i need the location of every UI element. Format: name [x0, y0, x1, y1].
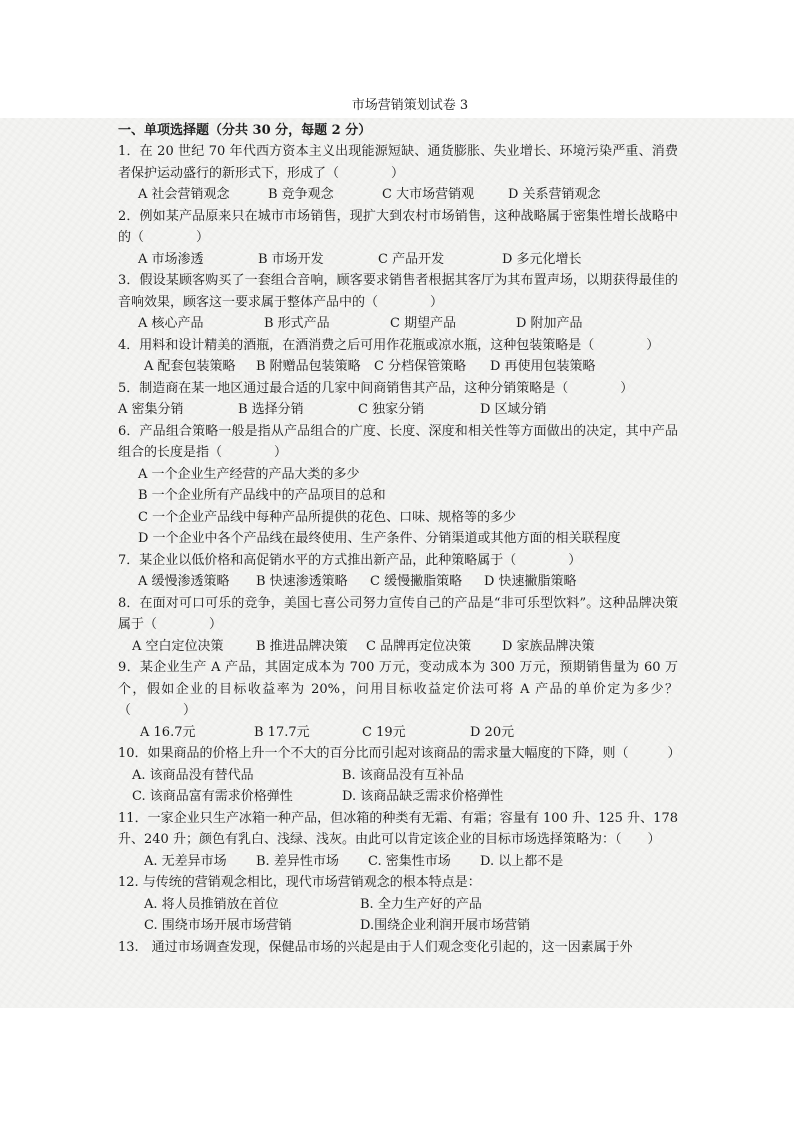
- options-row: [118, 915, 678, 937]
- question-1: [118, 141, 678, 206]
- question-8: [118, 593, 678, 658]
- question-stem: 7．某企业以低价格和高促销水平的方式推出新产品，此种策略属于（ ）: [118, 552, 582, 568]
- option-d: D 20元: [470, 724, 515, 740]
- option-a: A. 该商品没有替代品: [132, 767, 254, 783]
- option-b: B. 全力生产好的产品: [360, 896, 482, 912]
- options-row: [118, 399, 678, 421]
- question-4: [118, 335, 678, 378]
- option-b: B 市场开发: [258, 251, 324, 267]
- option-b: B 选择分销: [238, 402, 304, 417]
- option-a: A 密集分销: [118, 402, 184, 417]
- option-c: C 产品开发: [378, 251, 445, 267]
- option-c: C 缓慢撇脂策略: [370, 574, 463, 589]
- question-5: [118, 378, 678, 421]
- option-d: D.围绕企业利润开展市场营销: [360, 918, 531, 933]
- question-13: [118, 937, 678, 959]
- options-row: [118, 313, 678, 335]
- option-a: A 市场渗透: [138, 251, 204, 267]
- question-6: [118, 421, 678, 550]
- option-d: D 附加产品: [516, 316, 583, 331]
- option-d: D. 该商品缺乏需求价格弹性: [342, 789, 504, 804]
- option-b: B 竞争观念: [268, 187, 334, 202]
- option-b: B. 该商品没有互补品: [342, 767, 464, 783]
- options-row: [118, 786, 678, 808]
- options-row: [118, 356, 678, 378]
- question-stem: 5．制造商在某一地区通过最合适的几家中间商销售其产品，这种分销策略是（ ）: [118, 380, 634, 396]
- question-10: [118, 743, 681, 808]
- question-stem: 3．假设某顾客购买了一套组合音响，顾客要求销售者根据其客厅为其布置声场，以期获得最佳的音响效果，顾客这一要求属于整体产品中的（ ）: [118, 273, 678, 310]
- options-row: [118, 636, 678, 658]
- option-a: A 社会营销观念: [138, 187, 230, 202]
- option-b: B 快速渗透策略: [256, 574, 348, 589]
- option-c: C 一个企业产品线中每种产品所提供的花色、口味、规格等的多少: [138, 509, 517, 525]
- option-c: C. 围绕市场开展市场营销: [144, 918, 292, 933]
- option-b: B 形式产品: [264, 316, 330, 331]
- option-c: C 独家分销: [358, 402, 425, 417]
- option-d: D 再使用包装策略: [490, 359, 596, 374]
- options-row: [118, 894, 678, 916]
- option-a: A 一个企业生产经营的产品大类的多少: [138, 466, 360, 482]
- question-11: [118, 808, 678, 873]
- option-a: A 核心产品: [138, 316, 204, 331]
- option-c: C 19元: [362, 724, 406, 740]
- question-list: [118, 141, 681, 958]
- option-d: D 关系营销观念: [508, 187, 601, 202]
- question-stem: 9．某企业生产 A 产品，其固定成本为 700 万元，变动成本为 300 万元，预期销售量为 60 万个，假如企业的目标收益率为 20%，问用目标收益定价法可将 A 产品的单价定为多少？（ ）: [118, 660, 678, 718]
- section-heading: 一、单项选择题（分共 30 分，每题 2 分）: [118, 123, 372, 138]
- option-b: B 附赠品包装策略: [256, 359, 361, 374]
- question-3: [118, 270, 678, 335]
- option-c: C 分档保管策略: [374, 359, 467, 374]
- option-b: B 一个企业所有产品线中的产品项目的总和: [138, 488, 386, 503]
- option-d: D. 以上都不是: [480, 853, 564, 869]
- option-b: B 推进品牌决策: [256, 638, 348, 654]
- option-c: C 期望产品: [390, 316, 457, 331]
- option-a: A 配套包装策略: [144, 359, 236, 374]
- question-7: [118, 550, 678, 593]
- option-d: D 一个企业中各个产品线在最终使用、生产条件、分销渠道或其他方面的相关联程度: [138, 531, 621, 546]
- option-d: D 多元化增长: [502, 251, 582, 267]
- options-row: [118, 249, 678, 271]
- question-stem: 4．用料和设计精美的酒瓶，在酒消费之后可用作花瓶或凉水瓶，这种包装策略是（ ）: [118, 337, 660, 353]
- options-row: [118, 722, 678, 744]
- options-row: [118, 184, 678, 206]
- option-a: A. 将人员推销放在首位: [144, 896, 279, 912]
- option-c: C. 该商品富有需求价格弹性: [132, 789, 293, 804]
- question-12: [118, 872, 678, 937]
- question-stem: 10．如果商品的价格上升一个不大的百分比而引起对该商品的需求量大幅度的下降，则（ ）: [118, 746, 681, 761]
- option-c: C. 密集性市场: [368, 853, 451, 869]
- question-stem: 13. 通过市场调查发现，保健品市场的兴起是由于人们观念变化引起的，这一因素属于外: [118, 939, 633, 955]
- option-c: C 大市场营销观: [382, 187, 475, 202]
- question-2: [118, 206, 678, 271]
- document-title: 市场营销策划试卷 3: [351, 98, 469, 113]
- option-a: A. 无差异市场: [144, 853, 227, 869]
- question-stem: 11．一家企业只生产冰箱一种产品，但冰箱的种类有无霜、有霜；容量有 100 升、125 升、178 升、240 升；颜色有乳白、浅绿、浅灰。由此可以肯定该企业的目标市场选择策略为：（ ）: [118, 810, 678, 847]
- option-a: A 空白定位决策: [132, 638, 224, 654]
- options-row: [118, 571, 678, 593]
- question-9: [118, 657, 678, 743]
- question-stem: 8．在面对可口可乐的竞争，美国七喜公司努力宣传自己的产品是“非可乐型饮料”。这种品牌决策属于（ ）: [118, 595, 678, 632]
- options-row: [118, 851, 678, 873]
- option-a: A 缓慢渗透策略: [138, 574, 230, 589]
- option-d: D 家族品牌决策: [502, 638, 595, 654]
- question-stem: 6．产品组合策略一般是指从产品组合的广度、长度、深度和相关性等方面做出的决定，其中产品组合的长度是指（ ）: [118, 423, 678, 460]
- option-a: A 16.7元: [140, 724, 196, 740]
- option-b: B 17.7元: [254, 724, 310, 740]
- options-row: [118, 765, 678, 787]
- question-stem: 2．例如某产品原来只在城市市场销售，现扩大到农村市场销售，这种战略属于密集性增长战略中的（ ）: [118, 208, 678, 245]
- option-b: B. 差异性市场: [256, 853, 339, 869]
- option-c: C 品牌再定位决策: [366, 638, 472, 654]
- option-d: D 区域分销: [480, 402, 547, 417]
- question-stem: 12. 与传统的营销观念相比，现代市场营销观念的根本特点是：: [118, 875, 481, 890]
- question-stem: 1．在 20 世纪 70 年代西方资本主义出现能源短缺、通货膨胀、失业增长、环境污染严重、消费者保护运动盛行的新形式下，形成了（ ）: [118, 144, 678, 181]
- option-d: D 快速撇脂策略: [484, 574, 577, 589]
